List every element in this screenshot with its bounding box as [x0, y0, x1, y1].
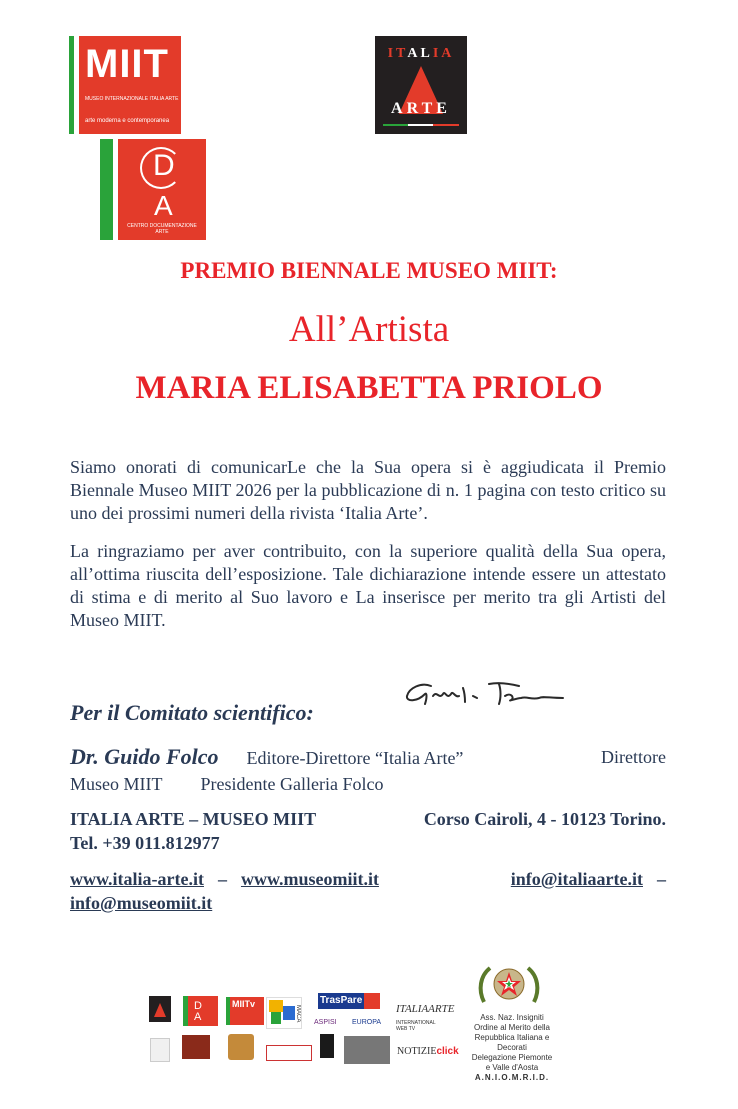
footer-logo-small-1 [150, 1038, 170, 1062]
body-paragraph-2: La ringraziamo per aver contribuito, con la superiore qualità della Sua opera, all’ottima riuscita dell’esposizione. Tale dichiarazione intende essere un attestato di stima e di merito al Suo lavoro e La inserisce per merito tra gli Artisti del Museo MIIT. [70, 541, 666, 630]
signatory-role-2: Direttore [601, 747, 666, 767]
cda-logo-d: D [153, 149, 175, 182]
miit-logo-subtitle: MUSEO INTERNAZIONALE ITALIA ARTE [85, 96, 179, 102]
footer-logo-small-3 [228, 1034, 254, 1060]
link-italia-arte-site[interactable]: www.italia-arte.it [70, 869, 204, 889]
footer-logo-small-4 [266, 1045, 312, 1061]
cda-logo [100, 139, 206, 240]
separator-dash: – [217, 869, 227, 889]
italia-arte-logo-bottom: ARTE [391, 100, 451, 117]
footer-logo-trasparenze: TrasPare [318, 993, 380, 1009]
footer-label-europa: EUROPA [352, 1019, 382, 1026]
footer-logo-maca: MACA [266, 997, 302, 1029]
contact-address [70, 807, 666, 855]
miit-logo-tagline: arte moderna e contemporanea [85, 118, 170, 124]
miit-logo-title: MIIT [85, 42, 169, 86]
footer-label-notizie: NOTIZIEclick [397, 1046, 459, 1057]
signatory-role-3: Presidente Galleria Folco [200, 774, 384, 794]
footer-logo-italia-arte-small [149, 996, 171, 1022]
award-recipient-label: All’Artista [288, 309, 450, 350]
award-title: PREMIO BIENNALE MUSEO MIIT: [180, 258, 558, 283]
footer-label-italiaarte-tv: ITALIAARTE [396, 1003, 455, 1015]
italia-arte-logo-top: ITALIA [387, 46, 455, 61]
link-email-museomiit[interactable]: info@museomiit.it [70, 893, 213, 913]
italia-arte-logo [375, 36, 467, 134]
association-caption: Ass. Naz. Insigniti Ordine al Merito della Repubblica Italiana e Decorati Delegazione Piemonte e Valle d'Aosta A.N.I.O.M.R.I.D. [462, 1013, 562, 1083]
footer-logo-cda: D A [183, 996, 218, 1026]
footer-label-aspisi: ASPISI [314, 1019, 337, 1026]
signatory-role-1: Editore-Direttore “Italia Arte” [246, 748, 464, 768]
cda-logo-caption: CENTRO DOCUMENTAZIONE ARTE [127, 223, 197, 235]
committee-label: Per il Comitato scientifico: [70, 700, 314, 725]
signatory-role-2b: Museo MIIT [70, 774, 163, 794]
association-acronym: A.N.I.O.M.R.I.D. [474, 1073, 550, 1082]
signatory-block [70, 744, 666, 797]
footer-label-webtv: INTERNATIONAL WEB TV [396, 1020, 436, 1032]
footer-logo-small-5 [320, 1034, 334, 1058]
handwritten-signature [403, 676, 573, 714]
body-paragraph-1: Siamo onorati di comunicarLe che la Sua opera si è aggiudicata il Premio Biennale Museo MIIT 2026 per la pubblicazione di n. 1 pagina con testo critico su uno dei prossimi numeri della rivista ‘Italia Arte’. [70, 457, 666, 523]
contact-links [70, 867, 666, 915]
signatory-name: Dr. Guido Folco [70, 744, 219, 769]
street-address: Corso Cairoli, 4 - 10123 Torino. [423, 809, 666, 829]
telephone: Tel. +39 011.812977 [70, 833, 220, 853]
association-emblem-icon [476, 962, 542, 1010]
miit-logo [69, 36, 181, 134]
link-museomiit-site[interactable]: www.museomiit.it [240, 869, 379, 889]
footer-logo-small-6 [344, 1036, 390, 1064]
link-email-italiaarte[interactable]: info@italiaarte.it [510, 869, 643, 889]
separator-dash: – [657, 869, 666, 889]
cda-logo-a: A [154, 190, 173, 221]
artist-name: MARIA ELISABETTA PRIOLO [135, 370, 603, 406]
footer-logo-miit-tv: MIITv [226, 997, 264, 1025]
org-name: ITALIA ARTE – MUSEO MIIT [70, 809, 317, 829]
footer-logo-small-2 [182, 1035, 210, 1059]
